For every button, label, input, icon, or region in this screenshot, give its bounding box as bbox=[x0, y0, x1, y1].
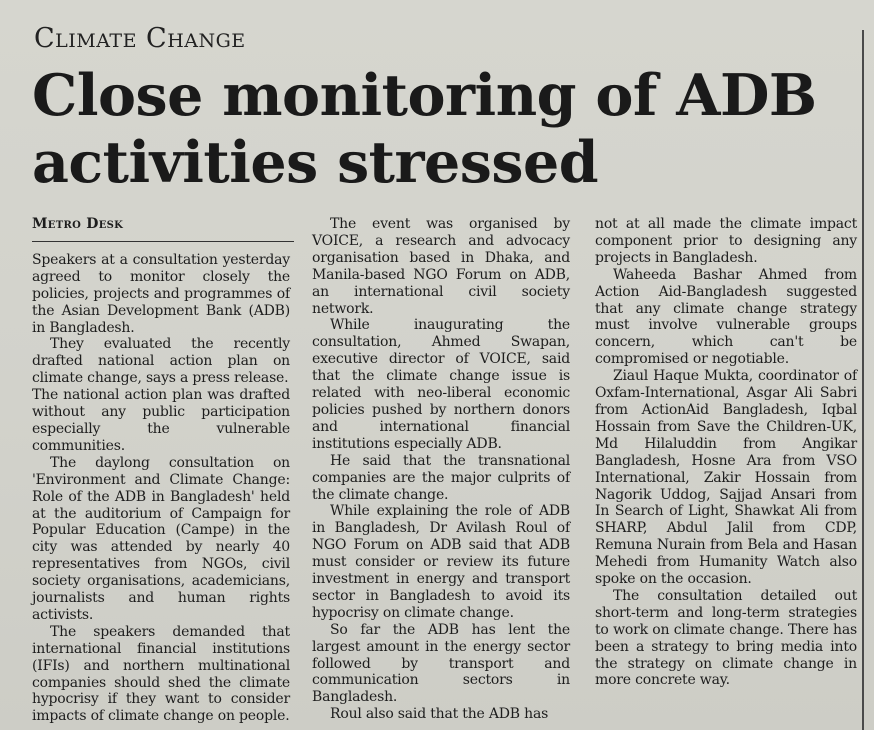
column-rule bbox=[862, 30, 864, 730]
paragraph: Ziaul Haque Mukta, coordinator of Oxfam-International, Asgar Ali Sabri from ActionAid Bangladesh, Iqbal Hossain from Save the Children-UK, Md Hilaluddin from Angikar Bangladesh, Hosne Ara from VSO International, Zakir Hossain from Nagorik Uddog, Sajjad Ansari from In Search of Light, Shawkat Ali from SHARP, Abdul Jalil from CDP, Remuna Nurain from Bela and Hasan Mehedi from Humanity Watch also spoke on the occasion. bbox=[595, 368, 857, 588]
paragraph: The daylong consultation on 'Environment and Climate Change: Role of the ADB in Bangladesh' held at the auditorium of Campaign for Popular Education (Campe) in the city was attended by nearly 40 representatives from NGOs, civil society organisations, academicians, journalists and human rights activists. bbox=[32, 454, 290, 623]
paragraph: He said that the transnational companies are the major culprits of the climate change. bbox=[312, 452, 570, 503]
paragraph: While inaugurating the consultation, Ahmed Swapan, executive director of VOICE, said that the climate change issue is related with neo-liberal economic policies pushed by northern donors and international financial institutions especially ADB. bbox=[312, 317, 570, 452]
paragraph: The consultation detailed out short-term and long-term strategies to work on climate change. There has been a strategy to bring media into the strategy on climate change in more concrete way. bbox=[595, 587, 857, 689]
paragraph: Speakers at a consultation yesterday agreed to monitor closely the policies, projects and programmes of the Asian Development Bank (ADB) in Bangladesh. bbox=[32, 251, 290, 336]
headline-line-1: Close monitoring of ADB bbox=[32, 62, 817, 129]
paragraph: not at all made the climate impact component prior to designing any projects in Bangladesh. bbox=[595, 216, 857, 266]
byline: Metro Desk bbox=[32, 216, 124, 232]
headline bbox=[32, 62, 862, 196]
section-kicker: Climate Change bbox=[34, 23, 246, 54]
headline-line-2: activities stressed bbox=[32, 129, 599, 196]
paragraph: Roul also said that the ADB has bbox=[330, 706, 549, 723]
article-column-1 bbox=[32, 216, 290, 725]
paragraph: So far the ADB has lent the largest amount in the energy sector followed by transport and communication sectors in Bangladesh. bbox=[312, 621, 570, 706]
paragraph: The event was organised by VOICE, a research and advocacy organisation based in Dhaka, and Manila-based NGO Forum on ADB, an international civil society network. bbox=[312, 216, 570, 317]
paragraph: Waheeda Bashar Ahmed from Action Aid-Bangladesh suggested that any climate change strategy must involve vulnerable groups concern, which can't be compromised or negotiable. bbox=[595, 266, 857, 368]
article-column-2 bbox=[312, 216, 570, 723]
paragraph: They evaluated the recently drafted national action plan on climate change, says a press release. bbox=[32, 336, 290, 387]
paragraph: While explaining the role of ADB in Bangladesh, Dr Avilash Roul of NGO Forum on ADB said that ADB must consider or review its future investment in energy and transport sector in Bangladesh to avoid its hypocrisy on climate change. bbox=[312, 503, 570, 621]
article-column-3 bbox=[595, 216, 857, 689]
paragraph: The national action plan was drafted without any public participation especially the vulnerable communities. bbox=[32, 387, 290, 454]
byline-rule bbox=[32, 241, 294, 242]
paragraph: The speakers demanded that international financial institutions (IFIs) and northern multinational companies should shed the climate hypocrisy if they want to consider impacts of climate change on people. bbox=[32, 623, 290, 725]
